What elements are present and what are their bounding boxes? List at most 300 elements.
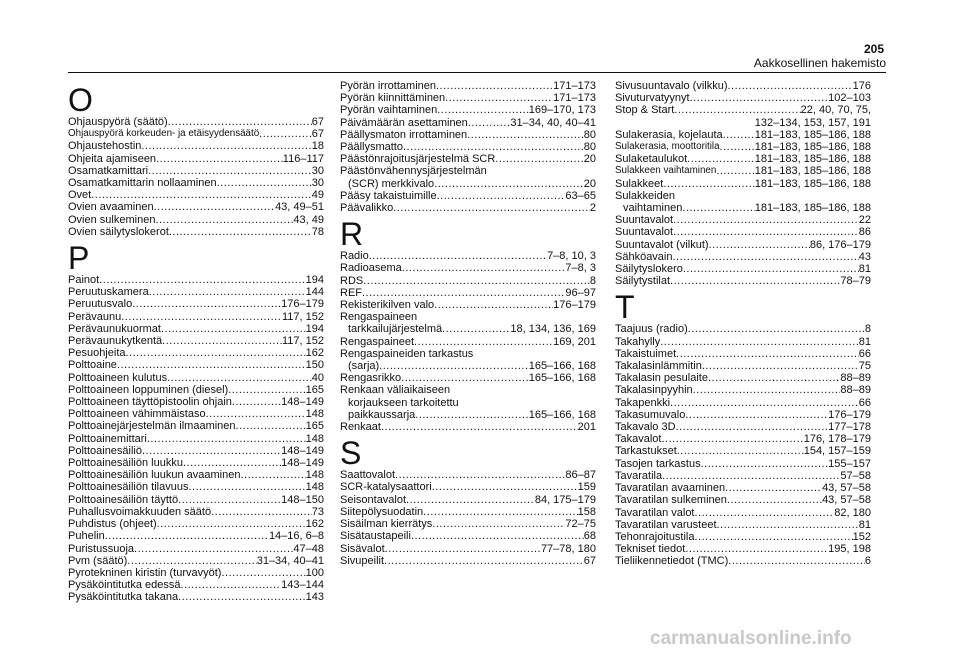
leader-dots [702,360,859,372]
entry-pages: 148–149 [281,396,324,409]
leader-dots [677,445,804,457]
entry-term: Takavalo 3D [615,421,676,434]
leader-dots [685,543,828,555]
entry-pages: 40 [311,371,324,384]
entry-term: Päästönvähennysjärjestelmän [340,165,487,178]
entry-term: Pyrotekninen kiristin (turvavyöt) [68,566,222,579]
entry-term: Tavaratilan valot [615,506,695,519]
leader-dots [701,458,829,470]
leader-dots [436,80,553,92]
leader-dots [381,421,578,433]
entry-pages: 181–183, 185–186, 188 [754,141,871,154]
index-entry [68,335,324,347]
entry-term: Päällysmatto [340,141,403,154]
leader-dots [403,141,584,153]
leader-dots [154,201,275,213]
entry-term: Tieliikennetiedot (TMC) [615,555,729,568]
entry-pages: 67 [311,128,324,141]
entry-pages: 165 [305,383,324,396]
entry-pages: 181–183, 185–186, 188 [754,202,871,215]
entry-term: Peruutuskamera [68,286,149,299]
entry-term: Painot [68,274,100,287]
entry-pages: 176–179 [281,298,324,311]
entry-term: Sulakkeet [615,177,664,190]
page-number: 205 [863,42,884,56]
index-entry [68,396,324,408]
entry-term: Pesuohjeita [68,347,126,360]
entry-term: Tavaratilan sulkeminen [615,494,727,507]
index-entry [340,190,596,202]
index-entry [340,543,596,555]
entry-term: (sarja) [348,360,380,373]
index-entry [340,506,596,518]
entry-term: Ovien sulkeminen [68,213,156,226]
index-entry [340,530,596,542]
entry-pages: 49 [311,189,324,202]
leader-dots [178,494,281,506]
entry-term: Ohjauspyörä korkeuden- ja etäisyydensäätö [68,128,260,140]
leader-dots [434,299,553,311]
entry-term: Ovien säilytyslokerot [68,225,169,238]
leader-dots [423,506,577,518]
leader-dots [728,80,853,92]
entry-term: Sähköavain [615,250,673,263]
entry-term: Takasumuvalo [615,408,686,421]
entry-term: (SCR) merkkivalo [348,177,435,190]
entry-term: Sulakerasia, kojelauta [615,128,723,141]
entry-pages: 43, 57–58 [822,482,871,495]
leader-dots [240,469,305,481]
index-entry [615,507,871,519]
entry-pages: 194 [305,274,324,287]
leader-dots [169,226,312,238]
entry-pages: 88–89 [840,384,871,397]
entry-term: Sivuturvatyynyt [615,92,690,105]
index-entry [68,506,324,518]
index-entry [615,433,871,445]
entry-term: Sivupeilit [340,554,385,567]
entry-pages: 81 [858,518,871,531]
index-entry [615,275,871,287]
entry-pages: 8 [864,323,871,336]
leader-dots [168,116,312,128]
leader-dots [432,481,578,493]
entry-term: REF [340,286,362,299]
leader-dots [141,140,311,152]
entry-term: Takalasinlämmitin [615,360,702,373]
entry-term: RDS [340,274,364,287]
index-entry [615,92,871,104]
entry-pages: 150 [305,359,324,372]
entry-term: Polttoaineen täyttöpistoolin ohjain [68,396,232,409]
entry-term: Pyörän vaihtaminen [340,104,438,117]
entry-term: Takalasinpyyhin [615,384,693,397]
leader-dots [155,214,293,226]
entry-pages: 181–183, 185–186, 188 [754,177,871,190]
entry-pages: 63–65 [565,189,596,202]
index-entry [615,202,871,214]
entry-pages: 31–34, 40–41 [256,554,324,567]
entry-term: Tavaratila [615,469,663,482]
leader-dots [181,579,282,591]
index-entry [68,518,324,530]
index-entry [615,421,871,433]
entry-pages: 148–149 [281,457,324,470]
leader-dots [395,469,565,481]
index-entry [68,530,324,542]
entry-term: Polttoainesäiliön luukku [68,457,183,470]
index-entry [340,323,596,335]
index-entry [340,275,596,287]
index-entry [340,92,596,104]
index-entry [615,470,871,482]
leader-dots [683,263,859,275]
index-entry [68,567,324,579]
entry-pages: 177–178 [828,421,871,434]
index-entry [615,190,871,202]
index-entry [68,481,324,493]
entry-pages: 66 [858,347,871,360]
entry-pages: 148 [305,408,324,421]
leader-dots [468,117,511,129]
index-entry [340,153,596,165]
leader-dots [232,396,281,408]
entry-pages: 154, 157–159 [803,445,871,458]
entry-pages: 158 [577,505,596,518]
entry-pages: 169, 201 [553,335,596,348]
entry-term: Sulakkeiden [615,189,675,202]
entry-term: Osamatkamittarin nollaaminen [68,177,217,190]
leader-dots [663,178,754,190]
entry-term: Pääsy takaistuimille [340,189,437,202]
leader-dots [211,506,312,518]
index-entry [340,165,596,177]
entry-term: Takaistuimet [615,347,677,360]
index-entry [68,579,324,591]
index-entry [340,409,596,421]
index-entry [340,494,596,506]
leader-dots [134,543,293,555]
entry-pages: 14–16, 6–8 [268,530,324,543]
index-entry [615,263,871,275]
leader-dots [217,177,312,189]
leader-dots [126,347,306,359]
entry-term: Renkaat [340,421,381,434]
leader-dots [132,298,281,310]
leader-dots [99,274,305,286]
entry-term: Pysäköintitutka edessä [68,579,181,592]
index-entry [615,239,871,251]
leader-dots [142,445,281,457]
leader-dots [379,360,529,372]
entry-pages: 117, 152 [281,335,324,348]
entry-term: Taajuus (radio) [615,323,688,336]
entry-term: Saattovalot [340,469,396,482]
index-entry [68,298,324,310]
index-entry [615,397,871,409]
entry-pages: 165–166, 168 [528,372,596,385]
leader-dots [363,275,590,287]
entry-term: Ovien avaaminen [68,201,154,214]
index-entry [615,141,871,153]
entry-pages: 84, 175–179 [534,493,596,506]
entry-pages: 80 [583,128,596,141]
entry-term: Säilytyslokero [615,263,683,276]
entry-pages: 68 [583,530,596,543]
entry-pages: 148–149 [281,444,324,457]
entry-term: Perävaunukuormat [68,322,161,335]
entry-pages: 72–75 [565,518,596,531]
leader-dots [720,141,755,153]
entry-term: Polttoainesäiliön tilavuus [68,481,189,494]
entry-pages: 165 [305,420,324,433]
leader-dots [91,189,312,201]
entry-pages: 75 [858,360,871,373]
entry-pages: 31–34, 40, 40–41 [510,116,596,129]
entry-pages: 176–179 [828,408,871,421]
index-entry [68,286,324,298]
entry-term: SCR-katalysaattori [340,481,432,494]
entry-term: Päästönrajoitusjärjestelmä SCR [340,153,496,166]
entry-term: Päävalikko [340,202,394,215]
leader-dots [467,129,584,141]
index-entry [615,153,871,165]
entry-term: Puhallusvoimakkuuden säätö [68,505,212,518]
index-entry [68,433,324,445]
leader-dots [178,591,306,603]
entry-pages: 67 [583,554,596,567]
leader-dots [676,348,859,360]
entry-pages: 148 [305,481,324,494]
entry-term: paikkaussarja [348,408,416,421]
index-entry [68,323,324,335]
leader-dots [401,372,529,384]
index-entry [615,445,871,457]
entry-term: Peruutusvalo [68,298,133,311]
index-entry [615,323,871,335]
leader-dots [695,507,835,519]
leader-dots [402,262,566,274]
index-entry [68,201,324,213]
entry-pages: 57–58 [840,469,871,482]
entry-pages: 43, 57–58 [822,494,871,507]
entry-pages: 195, 198 [828,543,871,556]
entry-pages: 96–97 [565,286,596,299]
entry-pages: 143 [305,591,324,604]
entry-term: Rekisterikilven valo [340,299,435,312]
entry-pages: 18 [311,140,324,153]
leader-dots [162,335,282,347]
entry-term: Puristussuoja [68,542,135,555]
index-entry [615,226,871,238]
index-entry [615,360,871,372]
index-entry [68,445,324,457]
index-entry [340,117,596,129]
leader-dots [259,128,312,140]
entry-term: Osamatkamittari [68,164,149,177]
entry-pages: 88–89 [840,372,871,385]
entry-pages: 73 [311,505,324,518]
entry-pages: 18, 134, 136, 169 [510,323,596,336]
index-entry [340,384,596,396]
index-entry [615,129,871,141]
index-entry [615,482,871,494]
index-entry [340,311,596,323]
leader-dots [445,92,553,104]
entry-pages: 81 [858,335,871,348]
entry-pages: 7–8, 3 [565,262,596,275]
leader-dots [206,408,306,420]
index-entry [615,384,871,396]
header-rule [68,72,886,73]
entry-pages: 77–78, 180 [540,542,596,555]
leader-dots [495,153,583,165]
entry-term: Seisontavalot [340,493,407,506]
entry-pages: 30 [311,164,324,177]
entry-pages: 194 [305,322,324,335]
index-entry [615,336,871,348]
leader-dots [674,104,800,116]
index-entry [615,372,871,384]
entry-term: Polttoaineen vähimmäistaso [68,408,206,421]
leader-dots [670,275,840,287]
leader-dots [725,482,822,494]
leader-dots [660,336,859,348]
entry-pages: 86 [858,226,871,239]
entry-term: tarkkailujärjestelmä [348,323,443,336]
leader-dots [157,518,306,530]
entry-pages: 47–48 [293,542,324,555]
leader-dots [414,336,553,348]
leader-dots [147,433,306,445]
leader-dots [685,409,828,421]
leader-dots [437,104,528,116]
entry-term: Rengaspaineiden tarkastus [340,347,474,360]
entry-pages: 176 [852,80,871,92]
index-entry [615,555,871,567]
leader-dots [670,397,859,409]
index-entry [68,311,324,323]
index-entry [615,494,871,506]
entry-pages: 78 [311,225,324,238]
leader-dots [673,214,859,226]
index-entry [340,178,596,190]
leader-dots [727,494,822,506]
entry-pages: 116–117 [282,152,324,165]
entry-term: Takalasin pesulaite [615,372,708,385]
index-entry [340,262,596,274]
index-entry [340,141,596,153]
index-entry [340,397,596,409]
entry-pages: 152 [852,530,871,543]
entry-term: Suuntavalot [615,214,674,227]
entry-pages: 171–173 [553,80,596,92]
leader-dots [188,481,305,493]
entry-term: Sivusuuntavalo (vilkku) [615,80,728,92]
entry-term: Tekniset tiedot [615,543,686,556]
leader-dots [432,518,565,530]
index-entry [340,250,596,262]
entry-pages: 43, 49–51 [275,201,324,214]
index-column-2 [340,80,596,567]
leader-dots [688,323,865,335]
entry-pages: 78–79 [840,275,871,288]
index-entry [68,469,324,481]
leader-dots [673,251,859,263]
leader-dots [676,421,829,433]
index-entry [340,469,596,481]
index-letter-s: S [340,435,362,472]
leader-dots [687,153,755,165]
leader-dots [709,239,810,251]
leader-dots [183,457,281,469]
entry-continuation: 132–134, 153, 157, 191 [754,116,871,129]
index-entry [615,104,871,116]
index-entry [615,348,871,360]
entry-pages: 22, 40, 70, 75, [800,104,871,117]
entry-term: Polttoainejärjestelmän ilmaaminen [68,420,236,433]
entry-pages: 67 [311,116,324,128]
index-letter-o: O [68,82,93,118]
entry-pages: 43, 49 [293,213,324,226]
entry-term: Takapenkki [615,396,671,409]
entry-pages: 8 [589,274,596,287]
index-entry [68,177,324,189]
entry-term: Perävaunukytkentä [68,335,163,348]
index-entry [340,372,596,384]
leader-dots [385,543,541,555]
entry-term: Takavalot [615,433,662,446]
leader-dots [369,250,547,262]
leader-dots [717,519,859,531]
index-entry [340,202,596,214]
entry-pages: 159 [577,481,596,494]
entry-term: Tehonrajoitustila [615,530,695,543]
entry-term: Suuntavalot (vilkut) [615,238,709,251]
index-entry [68,408,324,420]
leader-dots [415,409,528,421]
index-entry [68,543,324,555]
index-entry [340,80,596,92]
leader-dots [434,178,584,190]
entry-pages: 2 [589,202,596,215]
entry-pages: 148 [305,432,324,445]
entry-pages: 86, 176–179 [809,238,871,251]
index-letter-t: T [615,289,635,326]
entry-term: Pyörän kiinnittäminen [340,92,446,105]
entry-pages: 117, 152 [281,310,324,323]
entry-term: Pvm (säätö) [68,554,128,567]
leader-dots [682,202,754,214]
entry-term: Puhelin [68,530,105,543]
entry-term: Renkaan väliaikaiseen [340,384,451,397]
index-entry [340,555,596,567]
leader-dots [156,153,283,165]
entry-pages: 143–144 [281,579,324,592]
index-entry [68,384,324,396]
entry-term: Ohjauspyörä (säätö) [68,116,168,128]
index-entry [68,494,324,506]
leader-dots [105,530,269,542]
entry-term: Polttoaineen kulutus [68,371,168,384]
entry-pages: 43 [858,250,871,263]
index-entry [68,359,324,371]
index-entry [615,531,871,543]
entry-pages: 22 [858,214,871,227]
leader-dots [221,567,305,579]
index-entry [68,372,324,384]
section-title: Aakkosellinen hakemisto [753,56,886,70]
